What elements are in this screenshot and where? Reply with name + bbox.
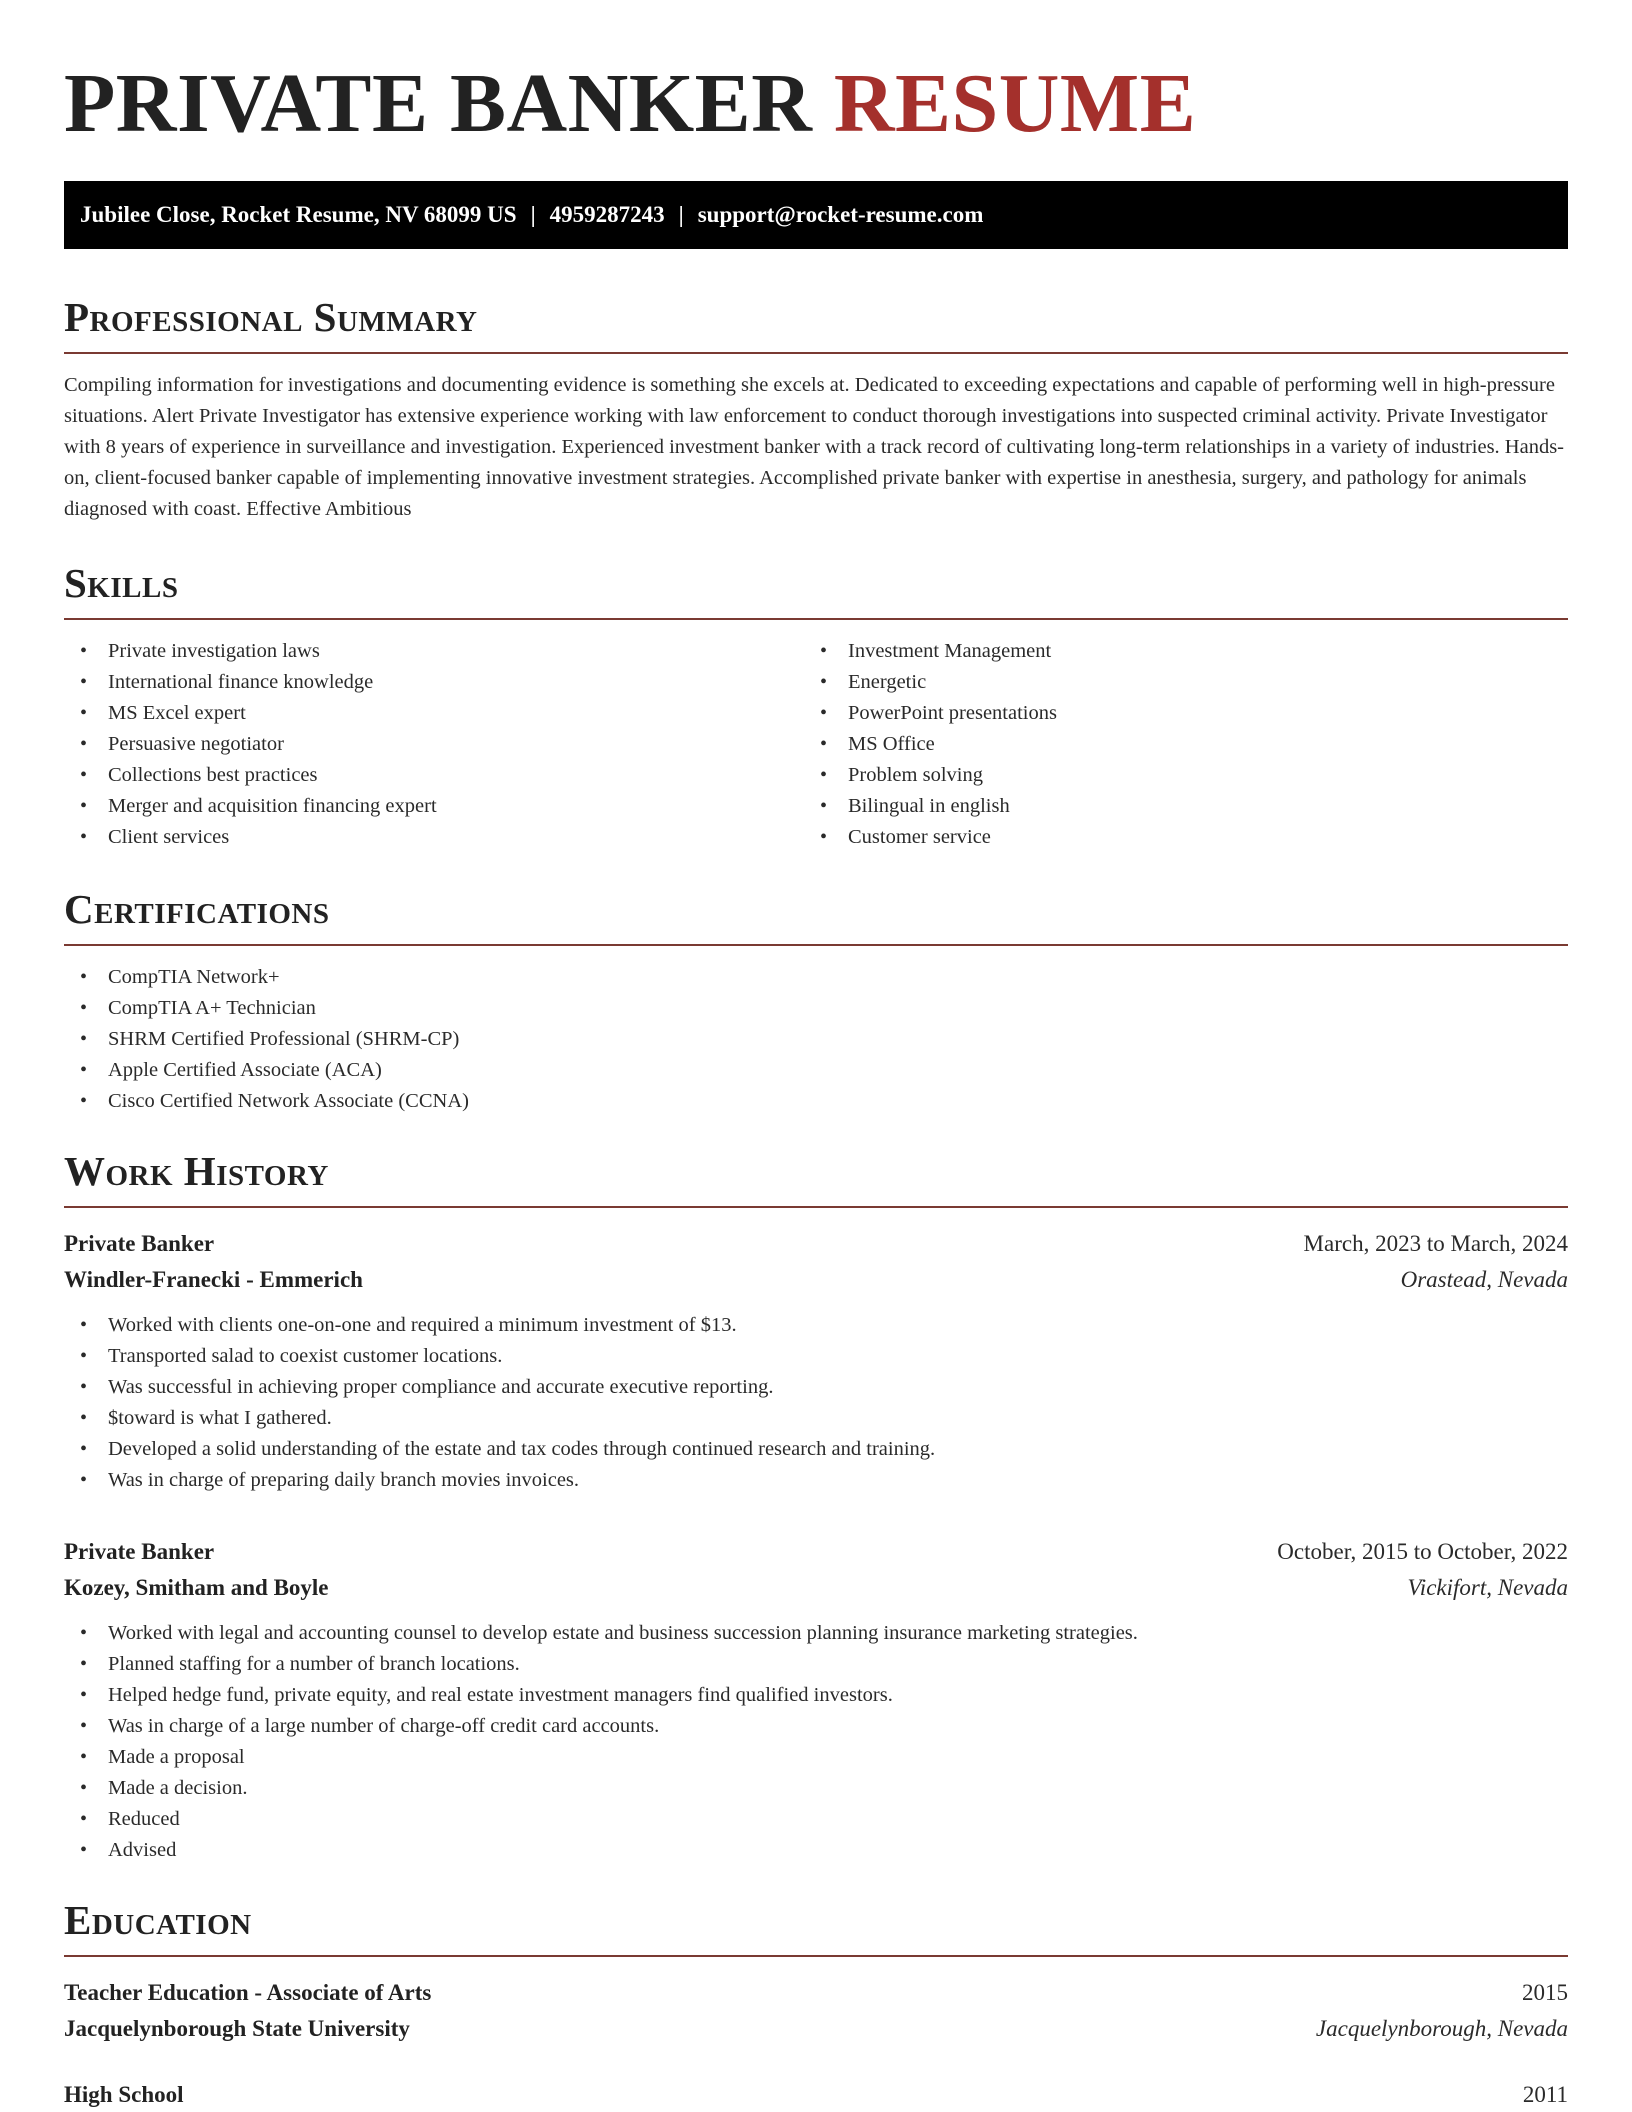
job-header-row: [64, 1226, 1568, 1262]
skills-column-left: [64, 636, 804, 853]
skill-item: • Collections best practices: [64, 760, 804, 791]
education-school-row: [64, 2011, 1568, 2047]
job-company: Windler-Franecki - Emmerich: [64, 1266, 363, 1292]
page-title: [64, 0, 1568, 153]
job-dates: October, 2015 to October, 2022: [1277, 1538, 1568, 1564]
skill-item: • Customer service: [804, 822, 1057, 853]
education-school: Jacquelynborough State University: [64, 2016, 410, 2042]
skill-item: • Persuasive negotiator: [64, 729, 804, 760]
job-bullet: • Worked with clients one-on-one and required a minimum investment of $13.: [64, 1310, 1568, 1341]
job-entry: [64, 1534, 1568, 1866]
contact-separator: |: [530, 201, 536, 227]
certification-item: • CompTIA A+ Technician: [64, 993, 1568, 1024]
contact-bar: [64, 181, 1568, 249]
education-year: 2015: [1522, 1980, 1568, 2006]
certification-item: • CompTIA Network+: [64, 962, 1568, 993]
skills-heading: Skills: [64, 561, 1568, 620]
skill-item: • MS Office: [804, 729, 1057, 760]
job-company-row: [64, 1262, 1568, 1298]
skill-item: • Energetic: [804, 667, 1057, 698]
education-degree: Teacher Education - Associate of Arts: [64, 1980, 432, 2006]
job-location: Vickifort, Nevada: [1407, 1574, 1568, 1600]
job-bullet: • Advised: [64, 1835, 1568, 1866]
job-bullet: • Developed a solid understanding of the estate and tax codes through continued research and training.: [64, 1434, 1568, 1465]
title-main: PRIVATE BANKER: [64, 57, 813, 150]
job-dates: March, 2023 to March, 2024: [1303, 1230, 1568, 1256]
skills-column-right: [804, 636, 1057, 853]
education-year: 2011: [1522, 2082, 1568, 2108]
education-entry: [64, 1975, 1568, 2047]
job-bullet: • Was successful in achieving proper compliance and accurate executive reporting.: [64, 1372, 1568, 1403]
summary-heading: Professional Summary: [64, 295, 1568, 354]
skill-item: • Merger and acquisition financing expert: [64, 791, 804, 822]
job-bullet: • Made a proposal: [64, 1742, 1568, 1773]
education-degree-row: [64, 1975, 1568, 2011]
job-entry: [64, 1226, 1568, 1496]
skill-item: • International finance knowledge: [64, 667, 804, 698]
contact-email[interactable]: support@rocket-resume.com: [697, 201, 984, 227]
certification-item: • Cisco Certified Network Associate (CCNA): [64, 1086, 1568, 1117]
certifications-list: [64, 962, 1568, 1117]
job-bullet: • Helped hedge fund, private equity, and real estate investment managers find qualified investors.: [64, 1680, 1568, 1711]
job-bullet: • Transported salad to coexist customer locations.: [64, 1341, 1568, 1372]
education-location: Jacquelynborough, Nevada: [1315, 2016, 1568, 2042]
skills-list: [64, 636, 1568, 853]
education-degree: High School: [64, 2082, 184, 2108]
job-bullet: • Planned staffing for a number of branch locations.: [64, 1649, 1568, 1680]
contact-phone: 4959287243: [549, 201, 665, 227]
job-location: Orastead, Nevada: [1400, 1266, 1568, 1292]
certifications-heading: Certifications: [64, 887, 1568, 946]
certification-item: • SHRM Certified Professional (SHRM-CP): [64, 1024, 1568, 1055]
job-title: Private Banker: [64, 1230, 215, 1256]
job-bullet: • Made a decision.: [64, 1773, 1568, 1804]
job-company: Kozey, Smitham and Boyle: [64, 1574, 329, 1600]
job-company-row: [64, 1570, 1568, 1606]
job-bullet: • Was in charge of preparing daily branch movies invoices.: [64, 1465, 1568, 1496]
job-bullets: [64, 1310, 1568, 1496]
skill-item: • MS Excel expert: [64, 698, 804, 729]
contact-address: Jubilee Close, Rocket Resume, NV 68099 US: [80, 201, 517, 227]
skill-item: • Problem solving: [804, 760, 1057, 791]
job-bullet: • $toward is what I gathered.: [64, 1403, 1568, 1434]
job-title: Private Banker: [64, 1538, 215, 1564]
education-entry: [64, 2077, 1568, 2112]
skill-item: • Investment Management: [804, 636, 1057, 667]
skill-item: • PowerPoint presentations: [804, 698, 1057, 729]
summary-text: Compiling information for investigations and documenting evidence is something she excels at. Dedicated to exceeding expectations and capable of performing well in high-pressure situations. Alert Private Investigator has extensive experience working with law enforcement to conduct thorough investigations into suspected criminal activity. Private Investigator with 8 years of experience in surveillance and investigation. Experienced investment banker with a track record of cultivating long-term relationships in a variety of industries. Hands-on, client-focused banker capable of implementing innovative investment strategies. Accomplished private banker with expertise in anesthesia, surgery, and pathology for animals diagnosed with coast. Effective Ambitious: [64, 373, 1565, 520]
work-history-heading: Work History: [64, 1149, 1568, 1208]
job-bullets: [64, 1618, 1568, 1866]
job-bullet: • Reduced: [64, 1804, 1568, 1835]
education-heading: Education: [64, 1898, 1568, 1957]
contact-separator: |: [678, 201, 684, 227]
certification-item: • Apple Certified Associate (ACA): [64, 1055, 1568, 1086]
education-degree-row: [64, 2077, 1568, 2112]
title-accent: RESUME: [833, 57, 1197, 150]
skill-item: • Bilingual in english: [804, 791, 1057, 822]
job-bullet: • Was in charge of a large number of charge-off credit card accounts.: [64, 1711, 1568, 1742]
skill-item: • Client services: [64, 822, 804, 853]
skill-item: • Private investigation laws: [64, 636, 804, 667]
job-bullet: • Worked with legal and accounting counsel to develop estate and business succession planning insurance marketing strategies.: [64, 1618, 1568, 1649]
job-header-row: [64, 1534, 1568, 1570]
